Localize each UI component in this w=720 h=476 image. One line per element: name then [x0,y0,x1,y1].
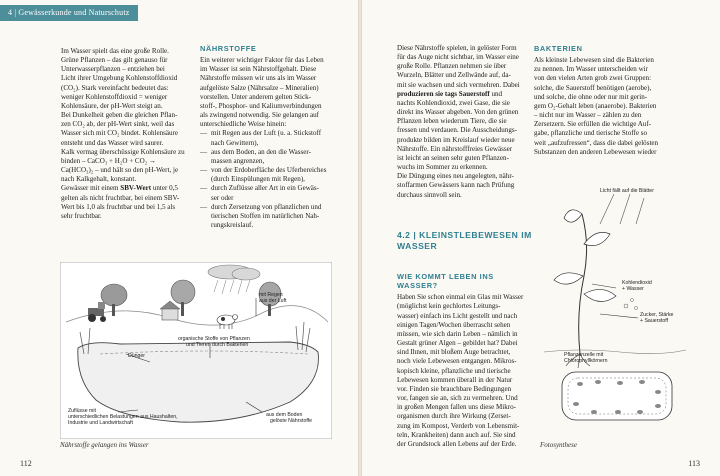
right-column-2 [534,44,684,157]
text-line: der Grundstock allen Lebens auf der Erde. [397,439,517,448]
text-line: weit „aufzufressen“, dass die dabei gelösten [534,138,659,147]
list-item-line: — durch Zersetzung von pflanzlichen und [211,202,322,211]
bakterien-heading: BAKTERIEN [534,44,583,53]
text-line: große Rolle. Pflanzen nehmen sie über [397,62,507,71]
section-number: 4.2 [397,230,411,240]
label-rain: mit Regen aus der Luft [259,292,287,304]
list-item-line: — durch Zuflüsse aller Art in ein Gewäs- [211,184,320,193]
label-light: Licht fällt auf die Blätter [600,188,654,194]
text-line: fressen und verdauen. Die Ausscheidungs- [397,126,517,135]
figure-caption-right: Fotosynthese [540,441,577,449]
text-line: (möglichst kein gechlortes Leitungs- [397,302,501,311]
section-title-2: WASSER [397,241,438,251]
text-line: produkte bilden im Kreislauf wieder neue [397,135,515,144]
bold-line [397,90,529,99]
text-line: Substanzen den anderen Lebewesen wieder [534,147,657,156]
text-line: Kalk vermag überschüssige Kohlensäure zu [61,147,185,156]
list-item [200,129,350,147]
leaf-icon [554,210,616,302]
right-column-1 [397,44,529,200]
section-heading: 4.2 | KLEINSTLEBEWESEN IM WASSER [397,230,557,252]
left-column-1 [61,47,197,221]
list-item-line: ser oder [211,193,234,202]
label-fertilizer: Dünger [128,353,146,359]
text-line: Lebewesen kommen überall in der Natur [397,375,513,384]
text-line: Gestalt grüner Algen – gebildet hat? Dabei [397,339,518,348]
nutrients-figure [60,262,332,439]
text-line: stoff-, Phosphor- und Kaliumverbindungen [200,101,322,110]
text-line: Pflanzen leben wiederum Tiere, die sie [397,117,507,126]
oxygen-after: und [489,89,503,98]
running-head: 4 | Gewässerkunde und Naturschutz [0,5,138,21]
label-cell: Pflanzenzelle mit Chlorophyllkörnern [564,352,608,364]
list-item [200,184,350,202]
right-page [362,0,720,476]
text-line: vor. Finden sie brauchbare Bedingungen [397,384,512,393]
text-line: entsteht und das Wasser wird saurer. [61,138,164,147]
naehrstoffe-list [200,129,350,230]
list-item-line: (durch Einspülungen mit Regen), [211,175,305,184]
list-item-line: tierischen Stoffen im natürlichen Nah- [211,211,320,220]
list-item-line: rungskreislauf. [211,220,254,229]
text-line: Die Düngung eines neu angelegten, nähr- [397,172,514,181]
list-item-line: — mit Regen aus der Luft (u. a. Stickstoff [211,129,322,138]
text-line: sehr fruchtbar. [61,211,102,220]
paragraph-ph-value [61,47,197,184]
text-line: Grüne Pflanzen – das gilt genauso für [61,56,168,65]
oxygen-bold: produzieren sie tags Sauerstoff [397,89,490,98]
text-line: teln, Krankheiten) dann auch auf. Sie sind [397,430,516,439]
label-sugar: Zucker, Stärke + Sauerstoff [640,312,674,324]
text-line: (CO₂). Stark vereinfacht bedeutet das: [61,83,169,92]
text-line: von den vielen Arten grob zwei Gruppen: [534,74,652,83]
text-line: Wurzeln, Blätter und Zellwände auf, da- [397,71,511,80]
text-line: sind Ihnen, mit bloßem Auge betrachtet, [397,348,511,357]
text-line: im Wasser ist sein Nährstoffgehalt. Diese [200,65,317,74]
text-line: Ein weiterer wichtiger Faktor für das Leben [200,56,324,65]
text-line: durchaus sinnvoll sein. [397,190,462,199]
text-line: solche, die Sauerstoff benötigen (aerobe), [534,83,652,92]
label-organic: organische Stoffe von Pflanzen und Tieren durch Bakterien [178,336,250,348]
text-line: ist leicht an seinen sehr guten Pflanzen- [397,153,509,162]
text-line: unterschiedliche Weise hinein: [200,120,287,129]
text-line: gabe, pflanzliche und tierische Stoffe so [534,129,647,138]
light-rays-icon [600,194,644,224]
list-item-line: — aus dem Boden, an den die Wasser- [211,147,311,156]
text-line: wuchs im Sommer zu erkennen. [397,163,488,172]
bakterien-text [534,56,684,157]
text-line: vorstellen. Unter anderem gelten Stick- [200,92,311,101]
page-number: 112 [20,459,32,468]
text-line: binden – CaCO₃ + H₂O + CO₂ → [61,156,156,165]
text-line: Im Wasser spielt das eine große Rolle. [61,47,169,55]
text-line: kopisch kleine, pflanzliche und tierische [397,366,511,375]
text-line: Wasser sich mit CO₂ bindet. Kohlensäure [61,129,178,138]
text-line: wasser) einfach ins Licht gestellt und nach [397,311,518,320]
text-line: in großen Mengen fallen uns diese Mikro- [397,403,516,412]
list-item-line: — von der Erdoberfläche des Uferbereiches [211,166,327,175]
text-line: direkt ins Wasser abgeben. Von den grünen [397,108,519,117]
sbv-text: unter 0,5 [151,184,178,193]
text-line: stoffarmen Gewässers kann nach Prüfung [397,181,515,190]
text-line: Unterwasserpflanzen – entziehen bei [61,65,165,74]
text-line: Licht ihrer Umgebung Kohlenstoffdioxid [61,74,178,83]
text-line: Ca(HCO₃)₂ – und hält so den pH-Wert, je [61,166,179,175]
naehrstoffe-continued [397,44,529,90]
arrow-sugar [600,314,638,318]
text-line: müssen, wie sich darin Leben – nämlich in [397,329,518,338]
text-line: und solche, die ohne oder nur mit gerin- [534,92,648,101]
text-line: nach Kalkgehalt, konstant. [61,175,137,184]
naehrstoffe-continued-2 [397,99,529,200]
left-page [0,0,358,476]
text-line: gem O₂-Gehalt leben (anaerobe). Bakterien [534,101,657,110]
text-line: zen CO₂ ab, der pH-Wert sinkt, weil das [61,120,175,129]
list-item [200,148,350,166]
right-column-leben [397,272,529,449]
text-line: weniger Kohlenstoffdioxid = weniger [61,92,168,101]
label-inflows: Zuflüsse mit unterschiedlichen Belastungen aus Haushalten, Industrie und Landwirtschaft [68,408,178,426]
naehrstoffe-intro [200,56,350,129]
sbv-bold: SBV-Wert [120,184,152,193]
text-line: Kohlensäure, der pH-Wert steigt an. [61,101,163,110]
text-line: einigen Tagen/Wochen überrascht sehen [397,320,511,329]
text-line: als zwingend notwendig. Sie gelangen auf [200,111,319,120]
text-line: zu nennen. Im Wasser unterscheiden wir [534,65,648,74]
figure-caption: Nährstoffe gelangen ins Wasser [60,441,149,449]
text-line: gelten als nicht fruchtbar, bei einem SBV- [61,193,180,202]
oxygen-bubbles-icon [624,299,638,310]
text-line: aufgelöste Salze (Nährsalze – Mineralien) [200,83,319,92]
text-line: mit sie wachsen und sich vermehren. Dabei [397,80,520,89]
label-co2: Kohlendioxid + Wasser [622,280,652,292]
text-line: noch viele Lebewesen entgangen. Mikros- [397,357,517,366]
page-number-right: 113 [688,459,700,468]
text-line: Nährstoffe müssen wir uns als im Wasser [200,74,317,83]
label-soil: aus dem Boden gelöste Nährstoffe [266,412,313,424]
list-item-line: massen angrenzen, [211,156,265,165]
list-item-line: nach Gewittern), [211,138,259,147]
list-item [200,203,350,230]
text-line: Wert bis 1,0 als fruchtbar und bei 1,5 als [61,202,176,211]
text-line: Nährstoffe. Ein nährstofffreies Gewässer [397,144,513,153]
section-title-1: KLEINSTLEBEWESEN IM [419,230,532,240]
text-line: vor, fangen sie an, sich zu vermehren. Und [397,394,518,403]
text-line: für das Auge nicht sichtbar, im Wasser eine [397,53,519,62]
list-item [200,166,350,184]
text-line: Haben Sie schon einmal ein Glas mit Wasser [397,293,524,302]
leben-text [397,293,529,449]
text-line: nachts Kohlendioxid, zwei Gase, die sie [397,98,510,107]
text-line: Zersetzern. Sie erfüllen die wichtige Auf- [534,120,652,129]
text-line: Bei Dunkelheit geben die gleichen Pflan- [61,111,178,120]
leben-heading: WIE KOMMT LEBEN INS WASSER? [397,272,494,291]
left-column-2 [200,44,350,230]
sbv-text-pre: Gewässer mit einem [61,184,121,193]
naehrstoffe-heading: NÄHRSTOFFE [200,44,257,53]
text-line: – nicht nur im Wasser – zählen zu den [534,111,642,120]
arrow-co2 [592,284,616,288]
text-line: Als kleinste Lebewesen sind die Bakterien [534,56,654,65]
text-line: zung im Kompost, Verderb von Lebensmit- [397,421,520,430]
text-line: organismen durch ihre Wirkung (Zerset- [397,412,511,421]
photosynthesis-figure [540,184,690,440]
plant-stem [579,214,587,354]
paragraph-sbv [61,184,197,221]
text-line: Diese Nährstoffe spielen, in gelöster Form [397,44,517,52]
